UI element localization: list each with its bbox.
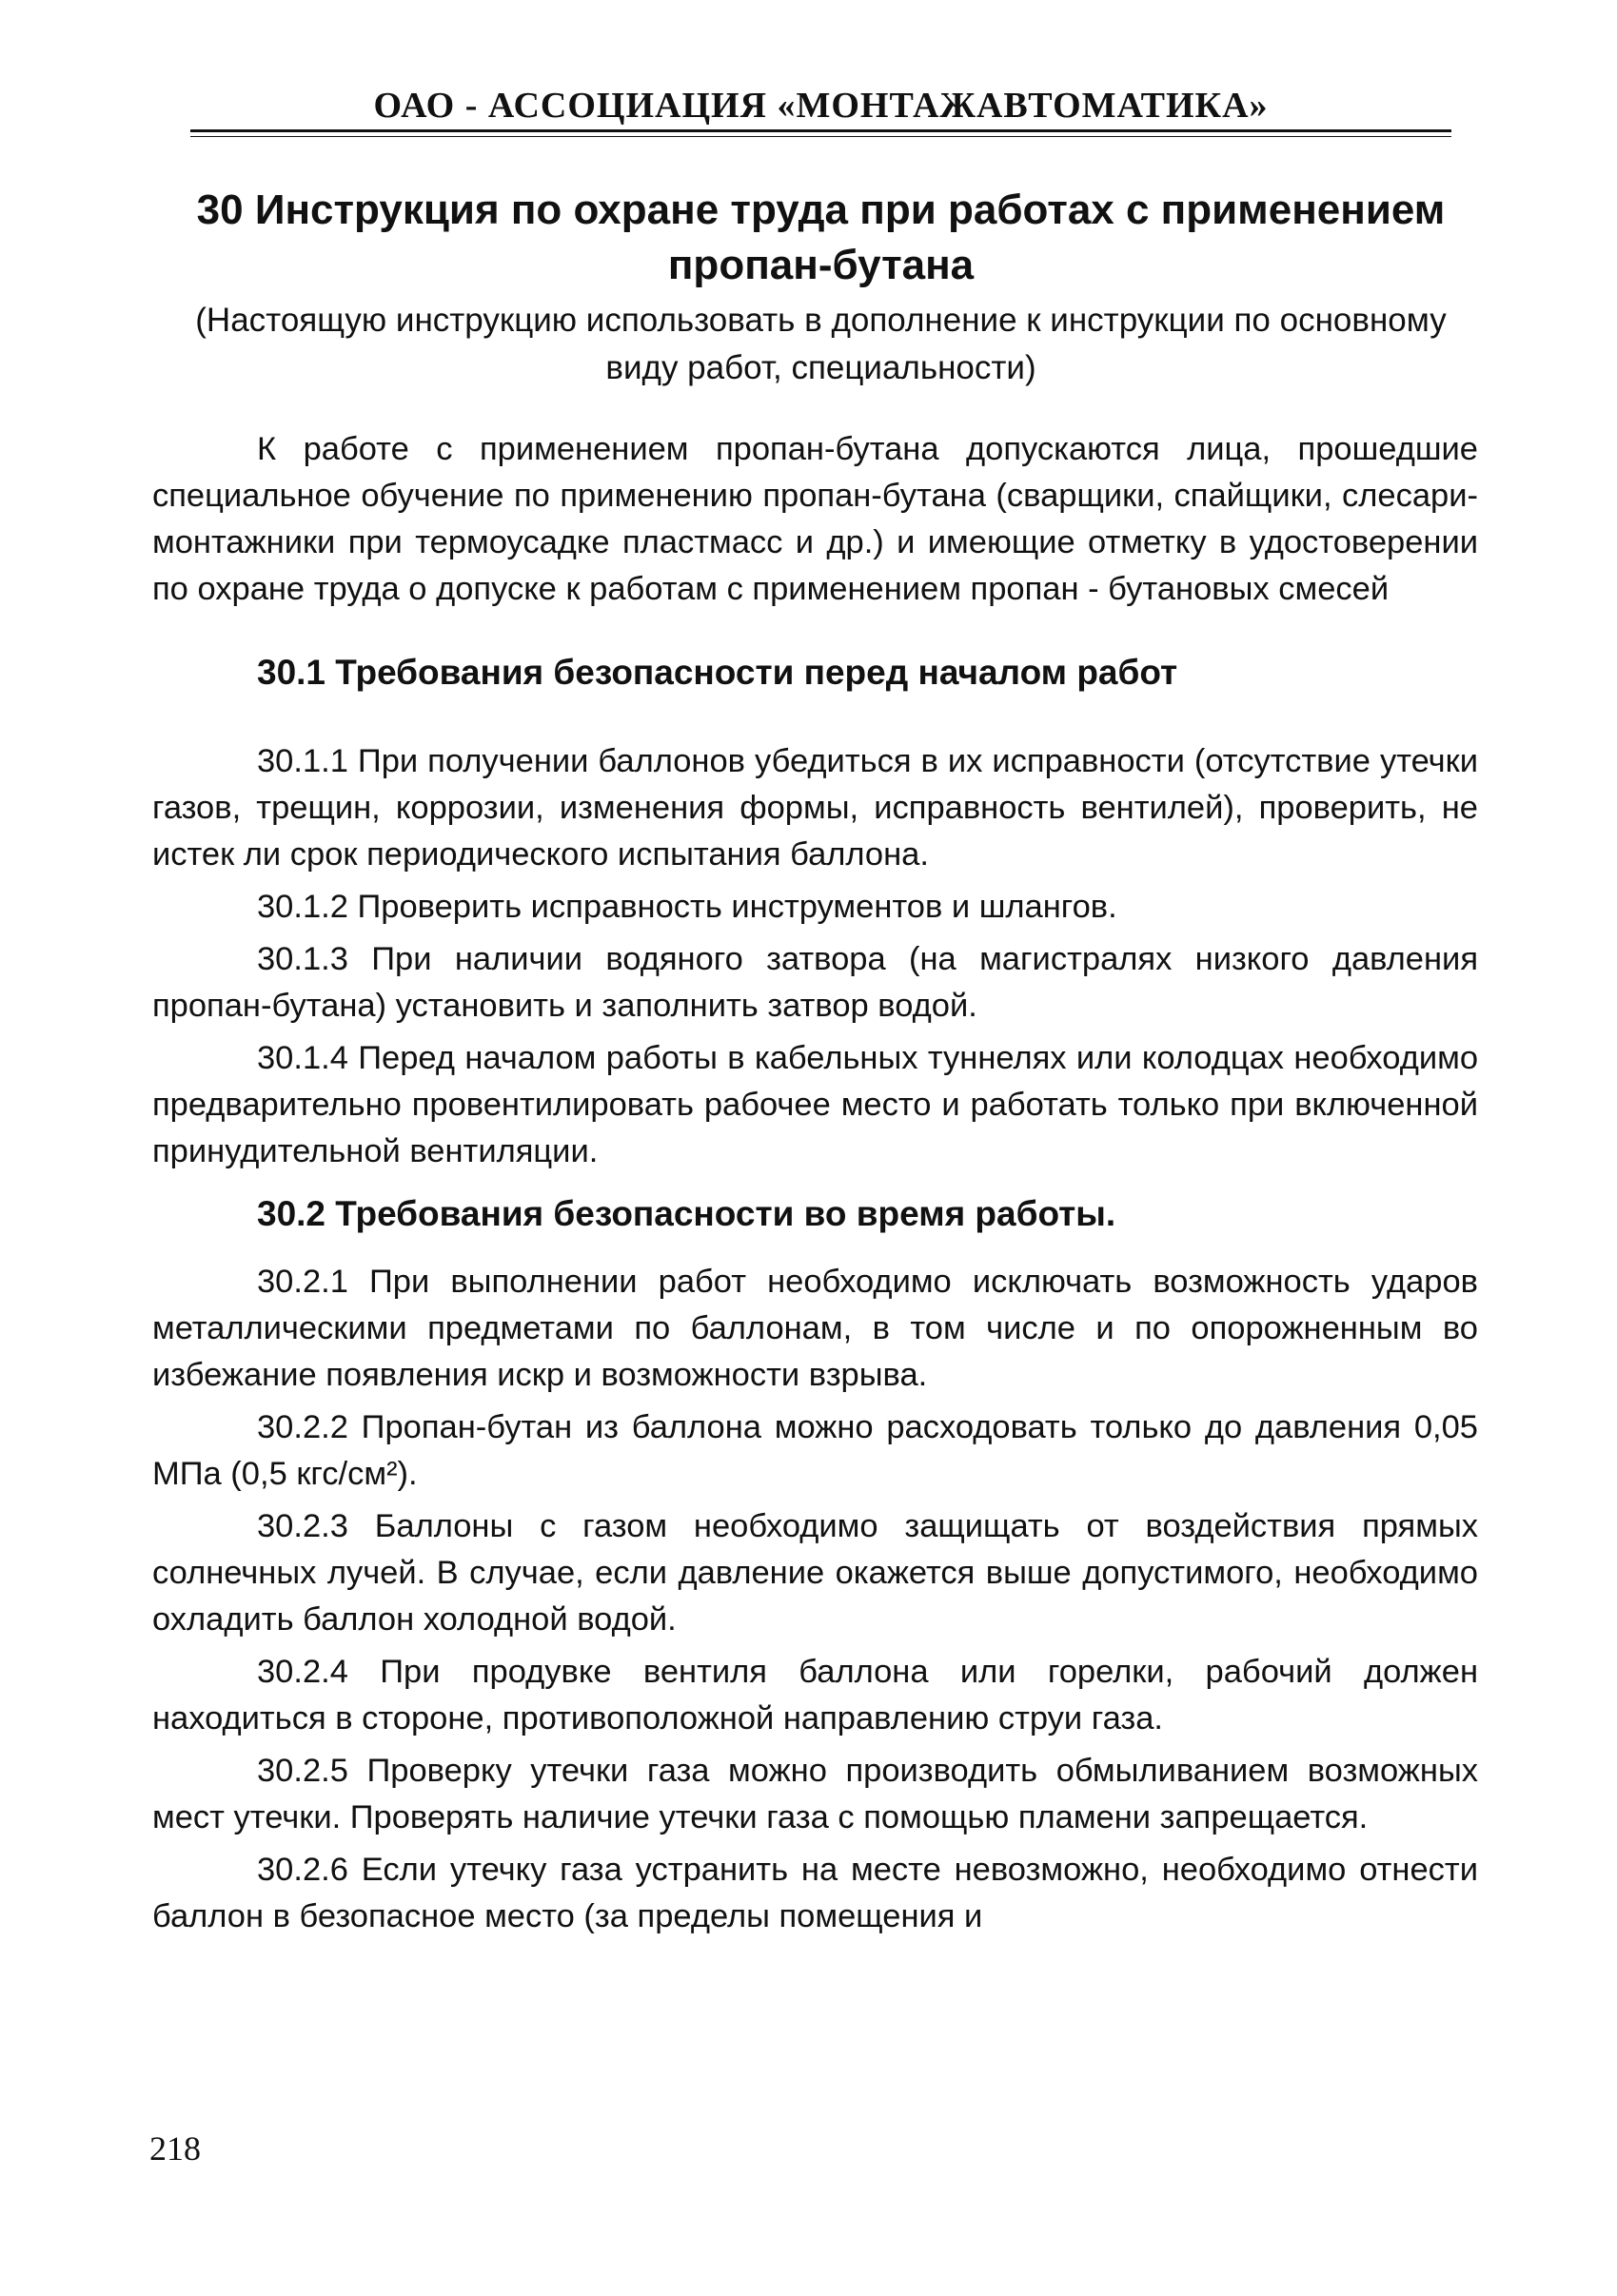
- page-header: [190, 84, 1451, 137]
- clause-30-2-1: 30.2.1 При выполнении работ необходимо исключать возможность ударов металлическими предметами по баллонам, в том числе и по опорожненным во избежание появления искр и возможности взрыва.: [152, 1264, 1478, 1393]
- section-heading-30-1: 30.1 Требования безопасности перед началом работ: [257, 653, 1178, 692]
- clause-30-2-4: 30.2.4 При продувке вентиля баллона или горелки, рабочий должен находиться в стороне, противоположной направлению струи газа.: [152, 1654, 1478, 1737]
- document-subtitle: (Настоящую инструкцию использовать в дополнение к инструкции по основному виду работ, специальности): [195, 302, 1447, 386]
- organization-name: ОАО - АССОЦИАЦИЯ «МОНТАЖАВТОМАТИКА»: [373, 86, 1269, 126]
- clause-30-1-1: 30.1.1 При получении баллонов убедиться в их исправности (отсутствие утечки газов, трещин, коррозии, изменения формы, исправность вентилей), проверить, не истек ли срок периодического испытания баллона.: [152, 743, 1478, 873]
- clause-30-2-2: 30.2.2 Пропан-бутан из баллона можно расходовать только до давления 0,05 МПа (0,5 кгс/см²).: [152, 1409, 1478, 1492]
- header-double-rule: [190, 129, 1451, 137]
- clause-30-2-5: 30.2.5 Проверку утечки газа можно производить обмыливанием возможных мест утечки. Проверять наличие утечки газа с помощью пламени запрещается.: [152, 1753, 1478, 1835]
- intro-paragraph: К работе с применением пропан-бутана допускаются лица, прошедшие специальное обучение по применению пропан-бутана (сварщики, спайщики, слесари-монтажники при термоусадке пластмасс и др.) и имеющие отметку в удостоверении по охране труда о допуске к работам с применением пропан - бутановых смесей: [152, 431, 1478, 607]
- document-title-block: [190, 183, 1451, 392]
- document-body: [152, 426, 1478, 1946]
- section-heading-30-2: 30.2 Требования безопасности во время работы.: [257, 1194, 1116, 1233]
- clause-30-1-2: 30.1.2 Проверить исправность инструментов и шлангов.: [257, 889, 1117, 925]
- clause-30-1-4: 30.1.4 Перед началом работы в кабельных туннелях или колодцах необходимо предварительно провентилировать рабочее место и работать только при включенной принудительной вентиляции.: [152, 1040, 1478, 1169]
- clause-30-2-6: 30.2.6 Если утечку газа устранить на месте невозможно, необходимо отнести баллон в безопасное место (за пределы помещения и: [152, 1852, 1478, 1934]
- document-title: 30 Инструкция по охране труда при работах с применением пропан-бутана: [196, 186, 1446, 288]
- clause-30-2-3: 30.2.3 Баллоны с газом необходимо защищать от воздействия прямых солнечных лучей. В случае, если давление окажется выше допустимого, необходимо охладить баллон холодной водой.: [152, 1508, 1478, 1638]
- clause-30-1-3: 30.1.3 При наличии водяного затвора (на магистралях низкого давления пропан-бутана) установить и заполнить затвор водой.: [152, 941, 1478, 1024]
- page-number: 218: [149, 2129, 201, 2168]
